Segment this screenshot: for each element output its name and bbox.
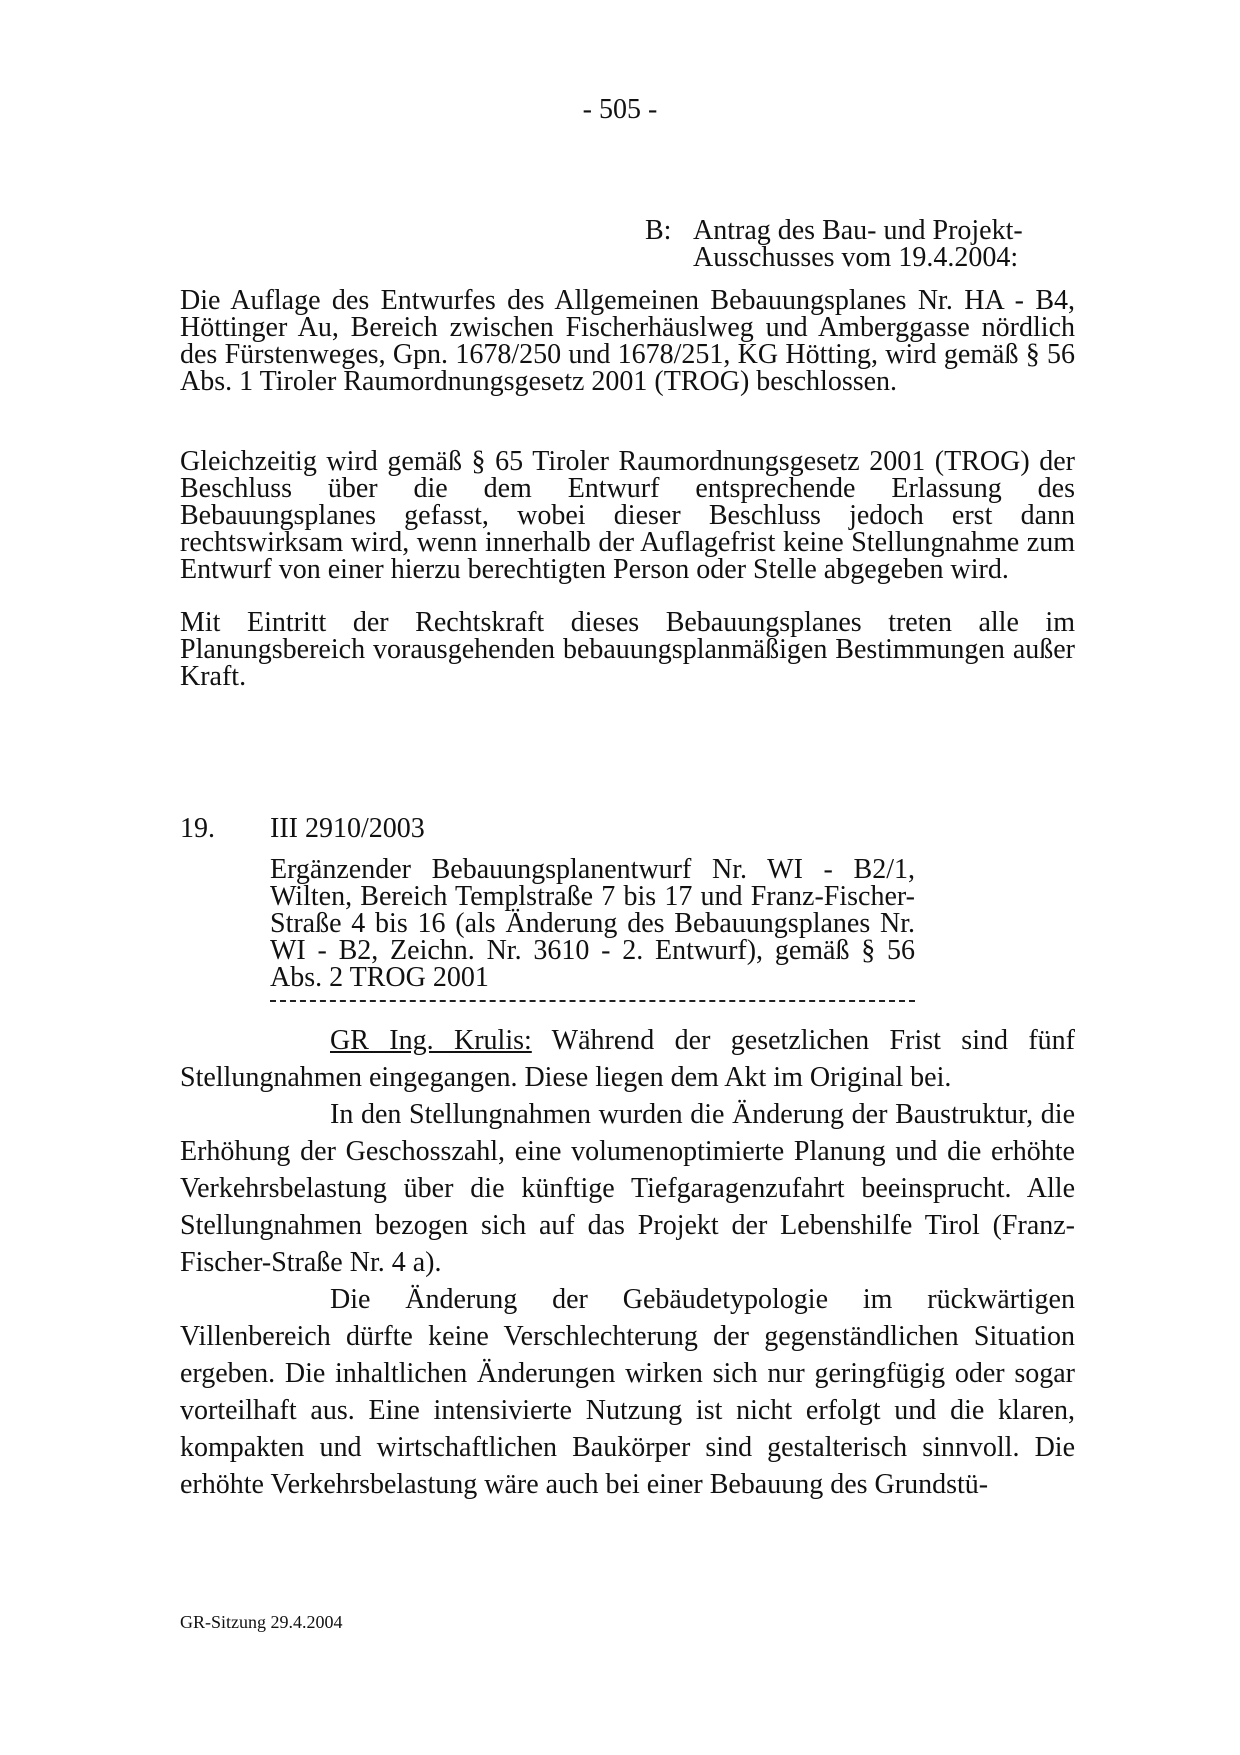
statement-paragraph-2: In den Stellungnahmen wurden die Änderung der Baustruktur, die Erhöhung der Geschosszahl, eine volumenoptimierte Planung und die erhöhte Verkehrsbelastung über die künftige Tiefgaragenzufahrt beeinsprucht. Alle Stellungnahmen bezogen sich auf das Projekt der Lebenshilfe Tirol (Franz-Fischer-Straße Nr. 4 a). [180, 1099, 1075, 1278]
speaker-name: GR Ing. Krulis: [330, 1025, 532, 1056]
page-number: - 505 - [582, 94, 658, 125]
statement-paragraph-1 [180, 1022, 1075, 1096]
statement-text-1: Während der gesetzlichen Frist sind fünf Stellungnahmen eingegangen. Diese liegen dem Akt im Original bei. [180, 1025, 1076, 1093]
statement-body [180, 1022, 1075, 1503]
footer-session: GR-Sitzung 29.4.2004 [180, 1612, 343, 1632]
item-number: 19. [180, 813, 215, 844]
item-description: Ergänzender Bebauungsplanentwurf Nr. WI - B2/1, Wilten, Bereich Templstraße 7 bis 17 und Franz-Fischer-Straße 4 bis 16 (als Änderung des Bebauungsplanes Nr. WI - B2, Zeichn. Nr. 3610 - 2. Entwurf), gemäß § 56 Abs. 2 TROG 2001 [270, 854, 915, 993]
motion-title-line1: Antrag des Bau- und Projekt- [693, 215, 1023, 246]
motion-paragraph-1: Die Auflage des Entwurfes des Allgemeinen Bebauungsplanes Nr. HA - B4, Höttinger Au, Bereich zwischen Fischerhäuslweg und Amberggasse nördlich des Fürstenweges, Gpn. 1678/250 und 1678/251, KG Hötting, wird gemäß § 56 Abs. 1 Tiroler Raumordnungsgesetz 2001 (TROG) beschlossen. [180, 285, 1075, 397]
motion-paragraph-3: Mit Eintritt der Rechtskraft dieses Bebauungsplanes treten alle im Planungsbereich vorausgehenden bebauungsplanmäßigen Bestimmungen außer Kraft. [180, 607, 1075, 692]
item-file-code: III 2910/2003 [270, 813, 425, 844]
motion-heading [645, 217, 1075, 271]
dashed-separator [270, 1000, 915, 1002]
motion-label: B: [645, 215, 672, 246]
statement-paragraph-3: Die Änderung der Gebäudetypologie im rückwärtigen Villenbereich dürfte keine Verschlechterung der gegenständlichen Situation ergeben. Die inhaltlichen Änderungen wirken sich nur geringfügig oder sogar vorteilhaft aus. Eine intensivierte Nutzung ist nicht erfolgt und die klaren, kompakten und wirtschaftlichen Baukörper sind gestalterisch sinnvoll. Die erhöhte Verkehrsbelastung wäre auch bei einer Bebauung des Grundstü- [180, 1284, 1075, 1500]
motion-title-line2: Ausschusses vom 19.4.2004: [693, 242, 1019, 273]
motion-paragraph-2: Gleichzeitig wird gemäß § 65 Tiroler Raumordnungsgesetz 2001 (TROG) der Beschluss über die dem Entwurf entsprechende Erlassung des Bebauungsplanes gefasst, wobei dieser Beschluss jedoch erst dann rechtswirksam wird, wenn innerhalb der Auflagefrist keine Stellungnahme zum Entwurf von einer hierzu berechtigten Person oder Stelle abgegeben wird. [180, 446, 1075, 585]
